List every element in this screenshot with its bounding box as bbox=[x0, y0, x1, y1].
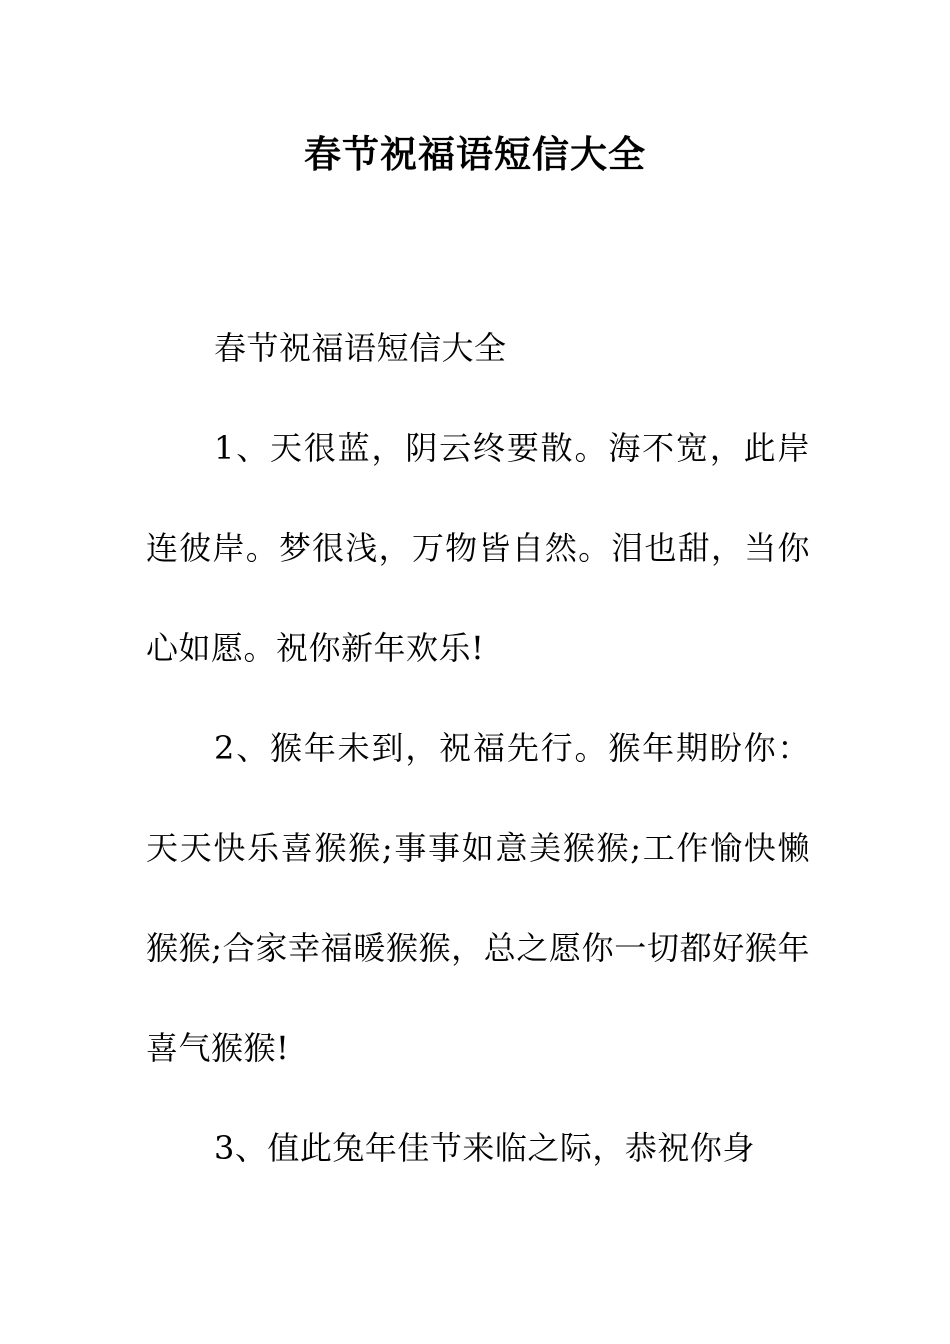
paragraph-3: 3、值此兔年佳节来临之际，恭祝你身 bbox=[214, 1129, 755, 1167]
paragraph-2: 2、猴年未到，祝福先行。猴年期盼你：天天快乐喜猴猴;事事如意美猴猴;工作愉快懒猴猴;合家幸福暖猴猴，总之愿你一切都好猴年喜气猴猴! bbox=[146, 729, 810, 1067]
document-title: 春节祝福语短信大全 bbox=[304, 132, 646, 176]
document-body bbox=[146, 298, 810, 1198]
paragraph-heading: 春节祝福语短信大全 bbox=[214, 329, 507, 367]
paragraph-1: 1、天很蓝，阴云终要散。海不宽，此岸连彼岸。梦很浅，万物皆自然。泪也甜，当你心如愿。祝你新年欢乐! bbox=[146, 429, 810, 667]
